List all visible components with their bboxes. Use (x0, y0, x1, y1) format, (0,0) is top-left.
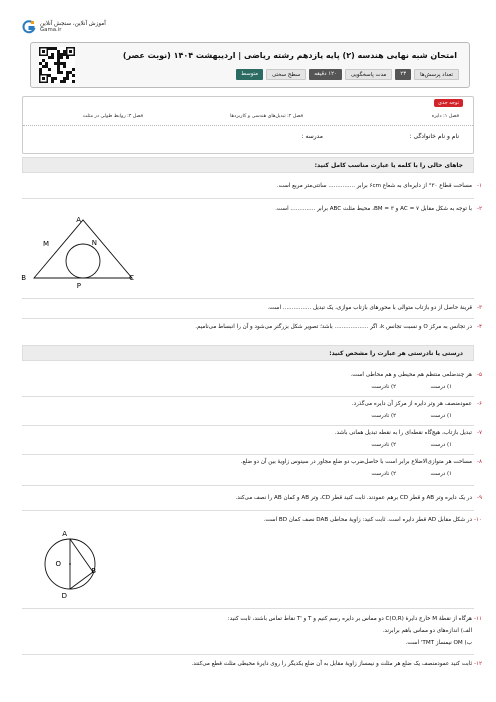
question-text: ثابت کنید عمودمنصف یک ضلع هر مثلث و نیمساز زاویهٔ مقابل به آن ضلع یکدیگر را روی دایرهٔ محیطی مثلث قطع می‌کنند. (191, 661, 472, 667)
question-text: در یک دایره وتر AB و قطر CD برهم عمودند. ثابت کنید قطر CD، وتر AB و کمان AB را نصف می‌کند. (235, 495, 472, 501)
question-text: هر چندضلعی منتظم هم محیطی و هم محاطی است. (350, 372, 472, 378)
section-fill-blank-title: جاهای خالی را با کلمه یا عبارت مناسب کامل کنید: (314, 162, 463, 169)
question-number: ۱- (476, 183, 482, 189)
question-number: ۶- (476, 401, 482, 407)
question-part-b: ب) OM نیمساز TMT' است. (405, 640, 472, 646)
label-O: O (55, 560, 61, 568)
label-N: N (91, 239, 97, 247)
label-C: C (129, 274, 134, 282)
question-number: ۱۲- (473, 661, 482, 667)
divider (22, 298, 474, 299)
brand-slogan: آموزش آنلاین، سنجش آنلاین (40, 21, 106, 27)
question-number: ۲- (476, 206, 482, 212)
question-text: مساحت هر متوازی‌الاضلاع برابر است با حاصل‌ضرب دو ضلع مجاور در سینوس زاویهٔ بین آن دو ضلع. (240, 459, 472, 465)
divider (22, 485, 474, 486)
question-number: ۵- (476, 372, 482, 378)
attention-badge: توجه جدی (434, 99, 463, 107)
qr-code-icon (39, 47, 75, 83)
question-count-value: ۲۳ (395, 69, 411, 80)
exam-title: امتحان شبه نهایی هندسه (۲) پایه یازدهم رشته ریاضی | اردیبهشت ۱۴۰۴ (نوبت عصر) (122, 51, 457, 60)
question-number: ۱۱- (473, 616, 482, 622)
figure-triangle-incircle (21, 214, 142, 294)
option-false[interactable]: ۲) نادرست (371, 471, 396, 477)
option-true[interactable]: ۱) درست (430, 471, 452, 477)
chapter-1: فصل ۱: دایره (431, 114, 459, 119)
question-text: عمودمنصف هر وتر دایره از مرکز آن دایره می‌گذرد. (351, 401, 472, 407)
chapter-2: فصل ۲: تبدیل‌های هندسی و کاربردها (230, 114, 303, 119)
divider (22, 454, 474, 455)
question-number: ۷- (476, 430, 482, 436)
question-part-a: الف) اندازه‌های دو مماس باهم برابرند. (382, 628, 472, 634)
school-label: مدرسه : (301, 133, 323, 140)
exam-meta-badges (236, 69, 459, 80)
question-text: هرگاه از نقطهٔ M خارج دایرهٔ C(O,R) دو مماس بر دایره رسم کنیم و T و 'T نقاط تماس باشند، ثابت کنید: (227, 616, 472, 622)
brand-strip (22, 12, 142, 42)
option-true[interactable]: ۱) درست (430, 413, 452, 419)
difficulty-label: سطح سختی (266, 69, 306, 80)
divider (22, 396, 474, 397)
option-false[interactable]: ۲) نادرست (371, 442, 396, 448)
exam-info-box (22, 96, 474, 154)
duration-label: مدت پاسخگویی (345, 69, 392, 80)
section-true-false (22, 345, 474, 361)
question-text: تبدیل بازتاب، هیچ‌گاه نقطه‌ای را به نقطه تبدیل همانی باشد. (334, 430, 472, 436)
label-D: D (61, 592, 67, 600)
question-number: ۴- (476, 324, 482, 330)
student-name-label: نام و نام خانوادگی : (409, 133, 459, 140)
question-text: در شکل مقابل AD قطر دایره است. ثابت کنید: زاویهٔ محاطی DAB نصف کمان BD است. (263, 517, 472, 523)
label-B: B (91, 567, 96, 575)
duration-value: ۱۲۰ دقیقه (309, 69, 342, 80)
question-count-label: تعداد پرسش‌ها (414, 69, 459, 80)
divider (22, 654, 474, 655)
label-B: B (21, 274, 26, 282)
divider (22, 425, 474, 426)
info-divider (23, 125, 473, 126)
option-true[interactable]: ۱) درست (430, 442, 452, 448)
divider (22, 318, 474, 319)
option-false[interactable]: ۲) نادرست (371, 413, 396, 419)
chapter-3: فصل ۳: روابط طولی در مثلث (82, 114, 143, 119)
question-number: ۳- (476, 305, 482, 311)
question-text: قرینهٔ حاصل از دو بازتاب متوالی با محورهای بازتاب موازی، یک تبدیل ................ است. (267, 305, 472, 311)
question-number: ۹- (476, 495, 482, 501)
divider (22, 608, 474, 609)
divider (22, 510, 474, 511)
section-fill-blank (22, 157, 474, 173)
option-true[interactable]: ۱) درست (430, 384, 452, 390)
question-number: ۸- (476, 459, 482, 465)
label-A: A (76, 216, 81, 224)
question-number: ۱۰- (473, 517, 482, 523)
brand-site: Gama.ir (40, 27, 62, 33)
divider (22, 198, 474, 199)
difficulty-value: متوسط (236, 69, 263, 80)
label-P: P (76, 282, 81, 290)
label-M: M (42, 240, 49, 248)
question-text: در تجانس به مرکز O و نسبت تجانس k، اگر ................... باشد؛ تصویر شکل بزرگتر می‌شود و آن را انبساط می‌نامیم. (195, 324, 472, 330)
question-text: با توجه به شکل مقابل AC = ۷ و BM = ۳، محیط مثلث ABC برابر .............. است. (275, 206, 472, 212)
section-true-false-title: درستی یا نادرستی هر عبارت را مشخص کنید: (329, 350, 463, 357)
question-text: مساحت قطاع ۳۰° از دایره‌ای به شعاع ۶cm برابر ............... سانتی‌متر مربع است. (276, 183, 472, 189)
gama-logo-icon (22, 20, 36, 34)
exam-header (30, 42, 470, 88)
label-A: A (62, 530, 67, 538)
option-false[interactable]: ۲) نادرست (371, 384, 396, 390)
figure-circle-diameter (40, 524, 106, 604)
